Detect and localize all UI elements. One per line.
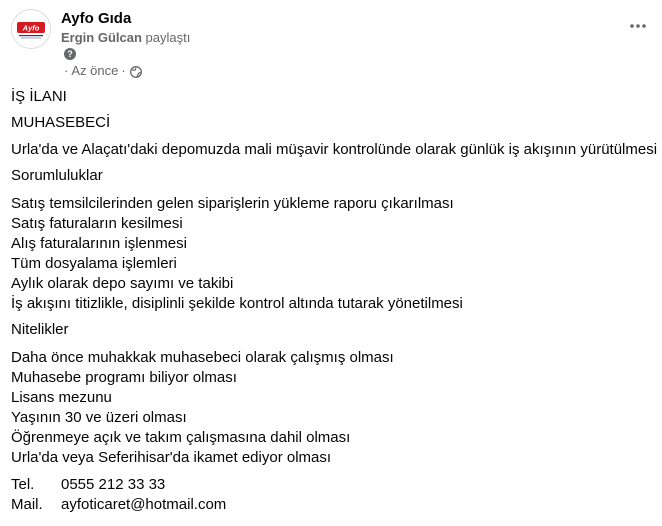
list-item: Yaşının 30 ve üzeri olması [11, 409, 187, 426]
job-intro: Urla'da ve Alaçatı'daki depomuzda mali müşavir kontrolünde olarak günlük iş akışının yürütülmesi [11, 141, 658, 158]
post-time[interactable]: Az önce [71, 63, 119, 78]
logo-text: Ayfo [22, 23, 40, 33]
list-item: Alış faturalarının işlenmesi [11, 235, 187, 252]
list-item: Daha önce muhakkak muhasebeci olarak çalışmış olması [11, 349, 394, 366]
separator-dot: · [64, 63, 69, 78]
sharer-name[interactable]: Ergin Gülcan [61, 30, 142, 45]
list-item: Lisans mezunu [11, 389, 112, 406]
ayfo-logo [12, 10, 50, 48]
more-options-button[interactable] [628, 16, 648, 36]
separator-dot: · [121, 63, 126, 78]
globe-icon[interactable] [130, 65, 142, 77]
list-item: Muhasebe programı biliyor olması [11, 369, 237, 386]
help-icon[interactable]: ? [64, 48, 76, 60]
more-horizontal-icon [630, 24, 646, 28]
list-item: Aylık olarak depo sayımı ve takibi [11, 275, 234, 292]
job-position: MUHASEBECİ [11, 114, 111, 131]
responsibilities-list [11, 194, 659, 314]
list-item: Satış faturaların kesilmesi [11, 215, 183, 232]
post-title: İŞ İLANI [11, 88, 67, 105]
mail-label: Mail. [11, 496, 43, 513]
qualifications-heading: Nitelikler [11, 321, 69, 338]
email-address[interactable]: ayfoticaret@hotmail.com [61, 496, 227, 513]
responsibilities-heading: Sorumluluklar [11, 167, 103, 184]
phone-label: Tel. [11, 476, 35, 493]
list-item: Tüm dosyalama işlemleri [11, 255, 177, 272]
share-line [61, 29, 190, 47]
post-meta [61, 62, 142, 80]
share-verb: paylaştı [145, 30, 191, 45]
contact-phone [11, 475, 659, 495]
list-item: Öğrenmeye açık ve takım çalışmasına dahil olması [11, 429, 351, 446]
page-name[interactable]: Ayfo Gıda [61, 10, 132, 27]
phone-number[interactable]: 0555 212 33 33 [61, 476, 166, 493]
contact-mail [11, 495, 659, 515]
list-item: Urla'da veya Seferihisar'da ikamet ediyor olması [11, 449, 332, 466]
page-avatar[interactable] [11, 9, 51, 49]
post-body [11, 87, 659, 515]
list-item: İş akışını titizlikle, disiplinli şekilde kontrol altında tutarak yönetilmesi [11, 295, 463, 312]
qualifications-list [11, 348, 659, 468]
list-item: Satış temsilcilerinden gelen siparişlerin yükleme raporu çıkarılması [11, 195, 454, 212]
